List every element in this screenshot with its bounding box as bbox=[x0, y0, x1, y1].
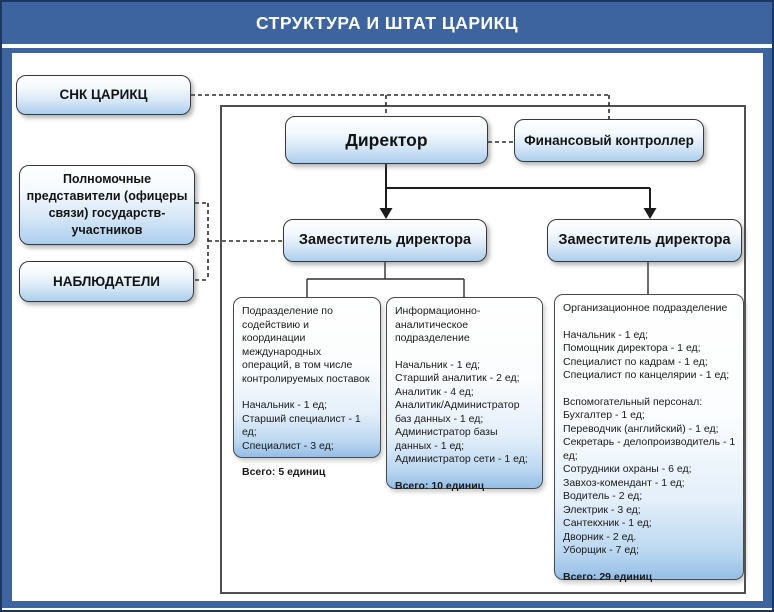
page-title: СТРУКТУРА И ШТАТ ЦАРИКЦ bbox=[255, 12, 519, 33]
unit-name: Подразделение по содействию и координации международных операций, в том числе контролируемых поставок bbox=[242, 305, 370, 385]
unit-staff-list bbox=[242, 399, 372, 453]
staff-line: Начальник - 1 ед; bbox=[395, 358, 481, 371]
node-financial-controller: Финансовый контроллер bbox=[514, 119, 704, 162]
staff-line: Уборщик - 7 ед; bbox=[563, 544, 639, 556]
staff-line: Старший специалист - 1 ед; bbox=[242, 412, 361, 438]
staff-line: Сантекхник - 1 ед; bbox=[563, 517, 652, 529]
staff-line: Водитель - 2 ед; bbox=[563, 490, 643, 502]
unit-support-staff-label: Вспомогательный персонал: bbox=[563, 395, 703, 408]
staff-line: Сотрудники охраны - 6 ед; bbox=[563, 463, 692, 475]
staff-line: Электрик - 3 ед; bbox=[563, 503, 641, 516]
node-director: Директор bbox=[285, 116, 488, 164]
staff-line: Секретарь - делопроизводитель - 1 ед; bbox=[563, 436, 736, 462]
node-deputy-director-right: Заместитель директора bbox=[547, 219, 742, 262]
node-plenipotentiary-representatives: Полномочные представители (офицеры связи) государств-участников bbox=[19, 165, 195, 245]
node-observers: НАБЛЮДАТЕЛИ bbox=[19, 261, 194, 302]
staff-line: Старший аналитик - 2 ед; bbox=[395, 372, 520, 384]
staff-line: Помощник директора - 1 ед; bbox=[563, 342, 701, 354]
unit-support-staff-list bbox=[563, 409, 739, 558]
staff-line: Администратор сети - 1 ед; bbox=[395, 453, 528, 465]
unit-total: Всего: 5 единиц bbox=[242, 466, 326, 478]
staff-line: Переводчик (английский) - 1 ед; bbox=[563, 422, 719, 435]
unit-staff-list bbox=[395, 359, 534, 467]
staff-line: Дворник - 2 ед. bbox=[563, 530, 637, 543]
staff-line: Аналитик - 4 ед; bbox=[395, 385, 474, 398]
unit-total: Всего: 10 единиц bbox=[395, 479, 485, 492]
staff-line: Администратор базы данных - 1 ед; bbox=[395, 426, 498, 452]
unit-name: Организационное подразделение bbox=[563, 302, 728, 314]
unit-information-analytics bbox=[386, 297, 543, 492]
staff-line: Завхоз-комендант - 1 ед; bbox=[563, 476, 685, 489]
staff-line: Специалист - 3 ед; bbox=[242, 439, 334, 452]
unit-international-operations bbox=[233, 297, 381, 478]
staff-line: Специалист по кадрам - 1 ед; bbox=[563, 355, 708, 368]
title-bar bbox=[2, 2, 772, 44]
staff-line: Специалист по канцелярии - 1 ед; bbox=[563, 369, 730, 381]
node-snk-tsarikts: СНК ЦАРИКЦ bbox=[16, 75, 191, 115]
unit-name: Информационно-аналитическое подразделение bbox=[395, 305, 481, 344]
staff-line: Начальник - 1 ед; bbox=[563, 328, 649, 341]
node-deputy-director-left: Заместитель директора bbox=[283, 219, 487, 262]
staff-line: Начальник - 1 ед; bbox=[242, 399, 328, 411]
unit-staff-list bbox=[563, 329, 739, 383]
staff-line: Бухгалтер - 1 ед; bbox=[563, 409, 645, 421]
unit-organizational bbox=[554, 294, 744, 583]
staff-line: Аналитик/Администратор баз данных - 1 ед; bbox=[395, 399, 520, 425]
unit-total: Всего: 29 единиц bbox=[563, 570, 653, 583]
